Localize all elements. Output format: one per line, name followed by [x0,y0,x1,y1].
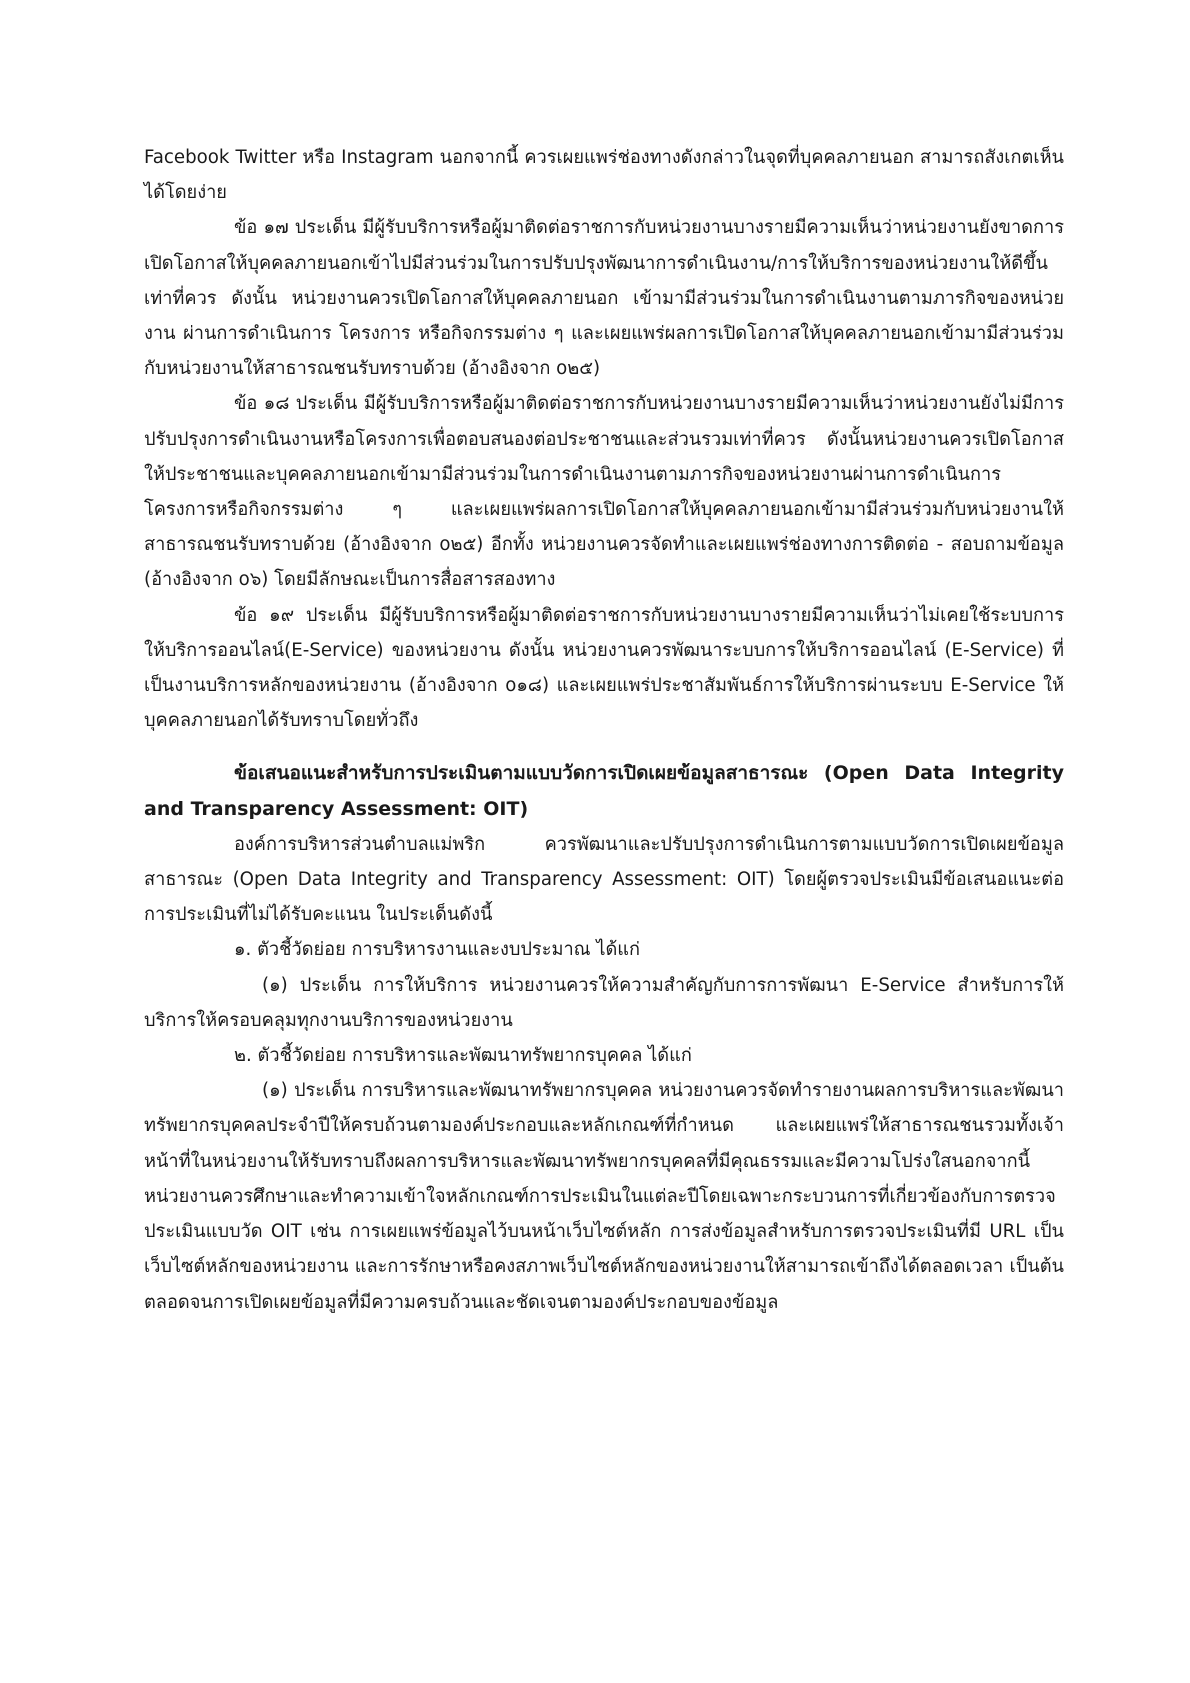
indicator-1-subitem-1: (๑) ประเด็น การให้บริการ หน่วยงานควรให้ความสำคัญกับการการพัฒนา E-Service สำหรับการให้บริการให้ครอบคลุมทุกงานบริการของหน่วยงาน [144,974,1064,1031]
paragraph-item-19: ข้อ ๑๙ ประเด็น มีผู้รับบริการหรือผู้มาติดต่อราชการกับหน่วยงานบางรายมีความเห็นว่าไม่เคยใช้ระบบการให้บริการออนไลน์(E-Service) ของหน่วยงาน ดังนั้น หน่วยงานควรพัฒนาระบบการให้บริการออนไลน์ (E-Service) ที่เป็นงานบริการหลักของหน่วยงาน (อ้างอิงจาก o๑๘) และเผยแพร่ประชาสัมพันธ์การให้บริการผ่านระบบ E-Service ให้บุคคลภายนอกได้รับทราบโดยทั่วถึง [144,604,1064,732]
paragraph-item-18: ข้อ ๑๘ ประเด็น มีผู้รับบริการหรือผู้มาติดต่อราชการกับหน่วยงานบางรายมีความเห็นว่าหน่วยงานยังไม่มีการปรับปรุงการดำเนินงานหรือโครงการเพื่อตอบสนองต่อประชาชนและส่วนรวมเท่าที่ควร ดังนั้นหน่วยงานควรเปิดโอกาสให้ประชาชนและบุคคลภายนอกเข้ามามีส่วนร่วมในการดำเนินงานตามภารกิจของหน่วยงานผ่านการดำเนินการโครงการหรือกิจกรรมต่าง ๆ และเผยแพร่ผลการเปิดโอกาสให้บุคคลภายนอกเข้ามามีส่วนร่วมกับหน่วยงานให้สาธารณชนรับทราบด้วย (อ้างอิงจาก o๒๕) อีกทั้ง หน่วยงานควรจัดทำและเผยแพร่ช่องทางการติดต่อ - สอบถามข้อมูล (อ้างอิงจาก o๖) โดยมีลักษณะเป็นการสื่อสารสองทาง [144,393,1064,591]
paragraph-continuation: Facebook Twitter หรือ Instagram นอกจากนี้ ควรเผยแพร่ช่องทางดังกล่าวในจุดที่บุคคลภายนอก สามารถสังเกตเห็นได้โดยง่าย [144,147,1064,204]
indicator-2-subitem-1: (๑) ประเด็น การบริหารและพัฒนาทรัพยากรบุคคล หน่วยงานควรจัดทำรายงานผลการบริหารและพัฒนาทรัพยากรบุคคลประจำปีให้ครบถ้วนตามองค์ประกอบและหลักเกณฑ์ที่กำหนด และเผยแพร่ให้สาธารณชนรวมทั้งเจ้าหน้าที่ในหน่วยงานให้รับทราบถึงผลการบริหารและพัฒนาทรัพยากรบุคคลที่มีคุณธรรมและมีความโปร่งใสนอกจากนี้หน่วยงานควรศึกษาและทำความเข้าใจหลักเกณฑ์การประเมินในแต่ละปีโดยเฉพาะกระบวนการที่เกี่ยวข้องกับการตรวจประเมินแบบวัด OIT เช่น การเผยแพร่ข้อมูลไว้บนหน้าเว็บไซต์หลัก การส่งข้อมูลสำหรับการตรวจประเมินที่มี URL เป็นเว็บไซต์หลักของหน่วยงาน และการรักษาหรือคงสภาพเว็บไซต์หลักของหน่วยงานให้สามารถเข้าถึงได้ตลอดเวลา เป็นต้น ตลอดจนการเปิดเผยข้อมูลที่มีความครบถ้วนและชัดเจนตามองค์ประกอบของข้อมูล [144,1080,1064,1313]
indicator-2-title: ๒. ตัวชี้วัดย่อย การบริหารและพัฒนาทรัพยากรบุคคล ได้แก่ [234,1045,692,1067]
paragraph-item-17: ข้อ ๑๗ ประเด็น มีผู้รับบริการหรือผู้มาติดต่อราชการกับหน่วยงานบางรายมีความเห็นว่าหน่วยงานยังขาดการเปิดโอกาสให้บุคคลภายนอกเข้าไปมีส่วนร่วมในการปรับปรุงพัฒนาการดำเนินงาน/การให้บริการของหน่วยงานให้ดีขึ้นเท่าที่ควร ดังนั้น หน่วยงานควรเปิดโอกาสให้บุคคลภายนอก เข้ามามีส่วนร่วมในการดำเนินงานตามภารกิจของหน่วยงาน ผ่านการดำเนินการ โครงการ หรือกิจกรรมต่าง ๆ และเผยแพร่ผลการเปิดโอกาสให้บุคคลภายนอกเข้ามามีส่วนร่วมกับหน่วยงานให้สาธารณชนรับทราบด้วย (อ้างอิงจาก o๒๕) [144,217,1064,380]
paragraph-oit-intro: องค์การบริหารส่วนตำบลแม่พริก ควรพัฒนาและปรับปรุงการดำเนินการตามแบบวัดการเปิดเผยข้อมูลสาธารณะ (Open Data Integrity and Transparency Assessment: OIT) โดยผู้ตรวจประเมินมีข้อเสนอแนะต่อการประเมินที่ไม่ได้รับคะแนน ในประเด็นดังนี้ [144,833,1064,926]
document-page [144,140,1064,1320]
indicator-1-title: ๑. ตัวชี้วัดย่อย การบริหารงานและงบประมาณ ได้แก่ [234,939,641,961]
section-heading-oit: ข้อเสนอแนะสำหรับการประเมินตามแบบวัดการเปิดเผยข้อมูลสาธารณะ (Open Data Integrity and Transparency Assessment: OIT) [144,762,1064,820]
